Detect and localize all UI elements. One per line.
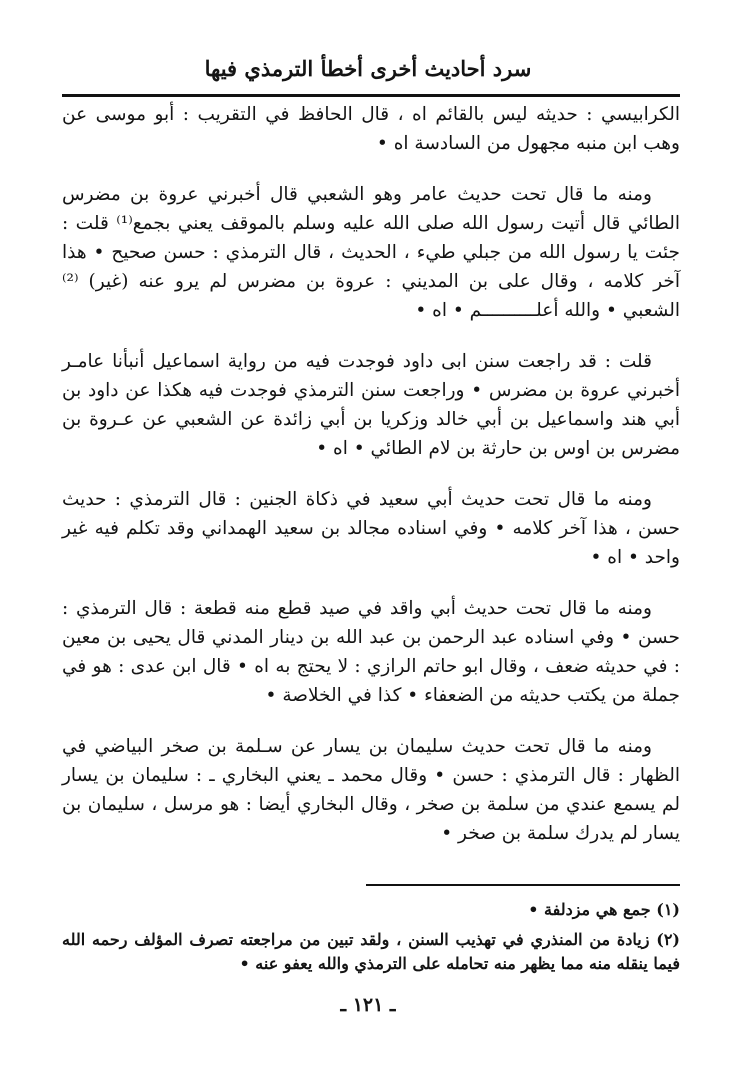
paragraph: ومنه ما قال تحت حديث سليمان بن يسار عن سـلمة بن صخر البياضي في الظهار : قال الترمذي : حسن • وقال محمد ـ يعني البخاري ـ : سليمان بن يسار لم يسمع عندي من سلمة بن صخر ، وقال البخاري أيضا : هو مرسل ، سليمان بن يسار لم يدرك سلمة بن صخر •: [62, 736, 680, 844]
page-number: ـ ١٢١ ـ: [340, 994, 396, 1016]
paragraph: ومنه ما قال تحت حديث أبي واقد في صيد قطع منه قطعة : قال الترمذي : حسن • وفي اسناده عبد الرحمن بن عبد الله بن دينار المدني قال يحيى بن معين : في حديثه ضعف ، وقال ابو حاتم الرازي : لا يحتج به اه • قال ابن عدى : هو في جملة من يكتب حديثه من الضعفاء • كذا في الخلاصة •: [62, 598, 680, 706]
footnote-separator: [366, 884, 680, 886]
paragraph: ومنه ما قال تحت حديث عامر وهو الشعبي قال أخبرني عروة بن مضرس الطائي قال أتيت رسول الله صلى الله عليه وسلم بالموقف يعني بجمع⁽¹⁾ قلت : جئت يا رسول الله من جبلي طيء ، الحديث ، قال الترمذي : حسن صحيح • هذا آخر كلامه ، وقال على بن المديني : عروة بن مضرس لم يرو عنه (غير) ⁽²⁾ الشعبي • والله أعلــــــــــم • اه •: [62, 184, 680, 321]
running-header-title: سرد أحاديث أخرى أخطأ الترمذي فيها: [204, 56, 532, 81]
main-text: [62, 100, 680, 870]
footnote: (١) جمع هي مزدلفة •: [528, 900, 680, 919]
footnotes: [62, 898, 680, 982]
paragraph: الكرابيسي : حديثه ليس بالقائم اه ، قال الحافظ في التقريب : أبو موسى عن وهب ابن منبه مجهول من السادسة اه •: [62, 104, 680, 154]
paragraph: ومنه ما قال تحت حديث أبي سعيد في ذكاة الجنين : قال الترمذي : حديث حسن ، هذا آخر كلامه • وفي اسناده مجالد بن سعيد الهمداني وقد تكلم فيه غير واحد • اه •: [62, 489, 680, 568]
footnote: (٢) زيادة من المنذري في تهذيب السنن ، ولقد تبين من مراجعته تصرف المؤلف رحمه الله فيما ينقله منه مما يظهر منه تحامله على الترمذي والله يعفو عنه •: [62, 930, 680, 973]
header-rule: [62, 94, 680, 97]
paragraph: قلت : قد راجعت سنن ابى داود فوجدت فيه من رواية اسماعيل أنبأنا عامـر أخبرني عروة بن مضرس • وراجعت سنن الترمذي فوجدت فيه هكذا عن داود بن أبي هند واسماعيل بن أبي خالد وزكريا بن أبي زائدة عن الشعبي عن عـروة بن مضرس بن اوس بن حارثة بن لام الطائي • اه •: [62, 351, 680, 459]
